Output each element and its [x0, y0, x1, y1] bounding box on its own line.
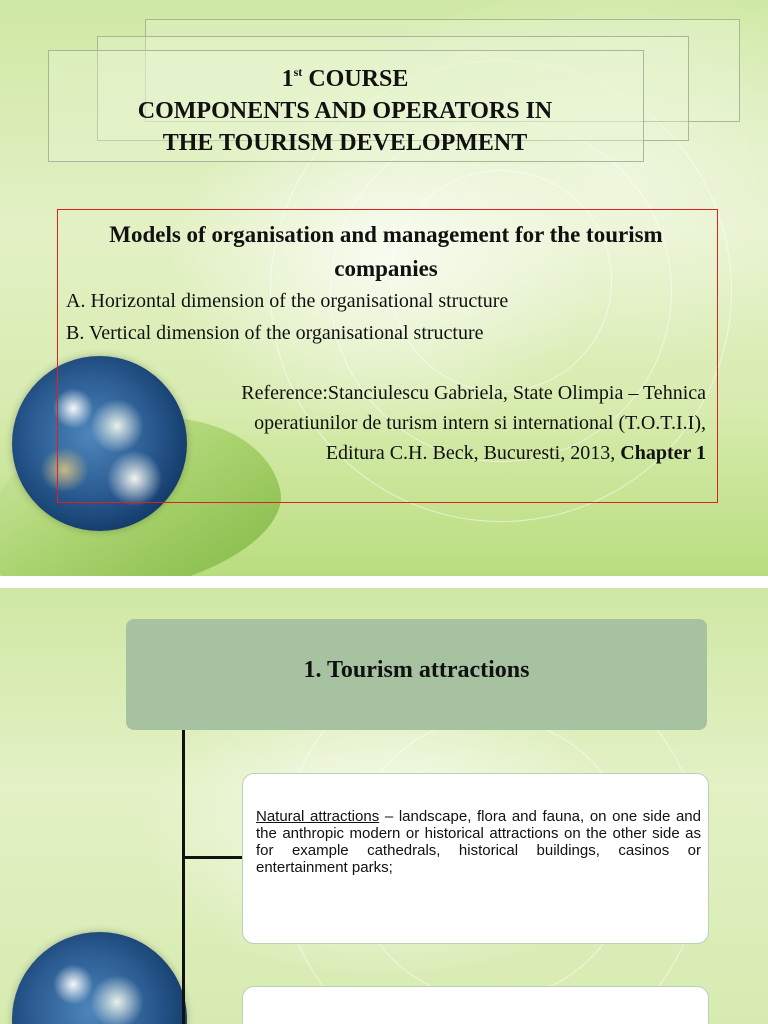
connector-vertical-line	[182, 730, 185, 1024]
course-number: 1	[281, 66, 294, 92]
list-item-vertical: B. Vertical dimension of the organisational structure	[66, 322, 484, 344]
list-item-horizontal: A. Horizontal dimension of the organisational structure	[66, 290, 509, 312]
title-line-3: THE TOURISM DEVELOPMENT	[162, 130, 528, 156]
title-line-2: COMPONENTS AND OPERATORS IN	[137, 98, 553, 124]
next-attractions-card	[242, 986, 709, 1024]
earth-globe-image	[12, 932, 187, 1024]
reference-chapter: Chapter 1	[620, 442, 706, 464]
natural-attractions-description: – landscape, flora and fauna, on one side and the anthropic modern or historical attractions on the other side as for example cathedrals, historical buildings, casinos or entertainment parks;	[256, 808, 701, 876]
course-title	[50, 56, 640, 159]
reference-line-1: Reference:Stanciulescu Gabriela, State Olimpia – Tehnica	[241, 382, 706, 404]
reference-text	[100, 378, 706, 468]
slide-2	[0, 588, 768, 1024]
natural-attractions-text	[256, 808, 701, 876]
course-number-suffix: st	[293, 65, 303, 79]
course-label: COURSE	[308, 66, 409, 92]
natural-attractions-card	[242, 773, 709, 944]
connector-horizontal-line	[182, 856, 242, 859]
tourism-attractions-heading-box	[126, 619, 707, 730]
reference-line-2: operatiunilor de turism intern si international (T.O.T.I.I),	[254, 412, 706, 434]
reference-line-3-text: Editura C.H. Beck, Bucuresti, 2013,	[325, 442, 621, 464]
natural-attractions-lead: Natural attractions	[256, 808, 380, 825]
models-heading: Models of organisation and management for the tourism companies	[109, 222, 663, 281]
reference-line-3	[100, 438, 706, 468]
tourism-attractions-heading: 1. Tourism attractions	[303, 657, 530, 683]
slide-separator	[0, 576, 768, 588]
